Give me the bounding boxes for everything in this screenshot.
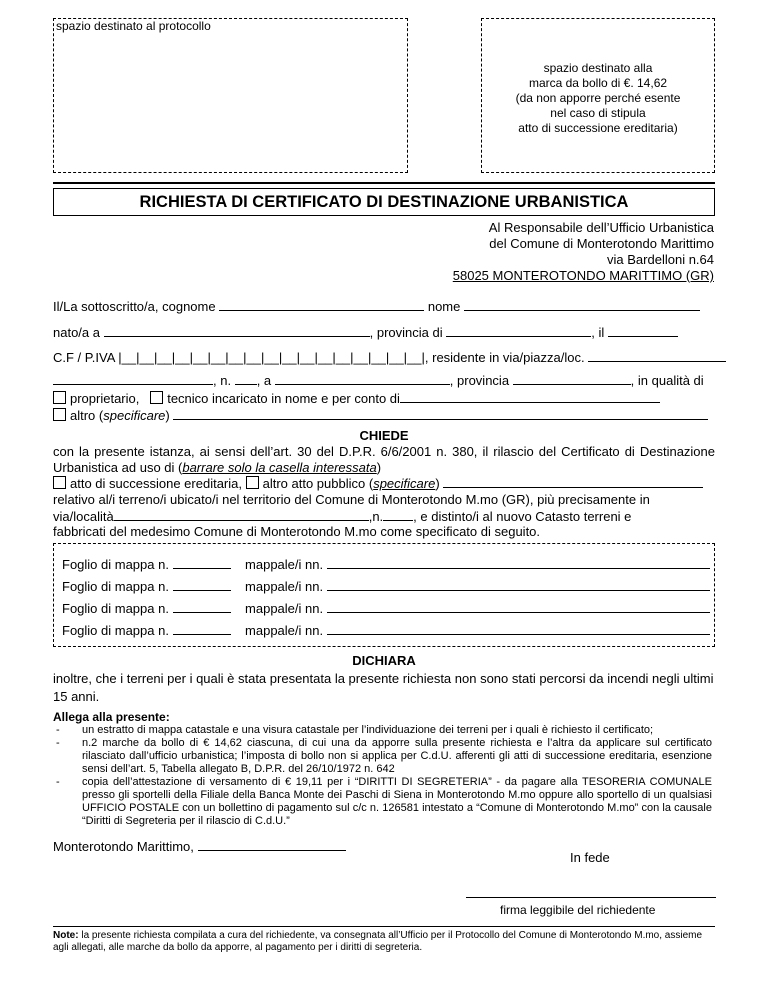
note-label: Note:: [53, 930, 79, 941]
mappale-label: mappale/i nn.: [245, 579, 324, 594]
cf-boxes[interactable]: |__|__|__|__|__|__|__|__|__|__|__|__|__|__|__|__|__|: [118, 350, 425, 365]
note-text: la presente richiesta compilata a cura del richiedente, va consegnata all’Ufficio per il Protocollo del Comune di Monterotondo M.mo, assieme agli allegati, alle marche da bollo da apporre, al pagamento per i diritti di segreteria.: [53, 930, 703, 953]
chiede-text-end: ): [376, 460, 382, 475]
altro-spec-label: specificare: [103, 408, 166, 423]
recipient-line: 58025 MONTEROTONDO MARITTIMO (GR): [452, 268, 714, 283]
mappale-field[interactable]: [327, 600, 710, 613]
foglio-row: [62, 600, 710, 616]
civico-field[interactable]: [235, 372, 257, 385]
chiede-heading: CHIEDE: [359, 428, 409, 443]
atto-pubblico-label: altro atto pubblico (: [262, 476, 374, 491]
nome-label: nome: [427, 299, 461, 314]
foglio-row: [62, 556, 710, 572]
foglio-field[interactable]: [173, 556, 231, 569]
sottoscritto-label: Il/La sottoscritto/a, cognome: [53, 299, 216, 314]
allega-item: copia dell’attestazione di versamento di € 19,11 per i “DIRITTI DI SEGRETERIA” - da pagare alla TESORERIA COMUNALE presso gli sportelli della Filiale della Banca Monte dei Paschi di Siena in Monterotondo M.mo oppure allo sportello di un qualsiasi UFFICIO POSTALE con un bollettino di pagamento sul c/c n. 126581 intestato a “Comune di Monterotondo M.mo” con la causale “Diritti di Segreteria per il rilascio di C.d.U.”: [82, 776, 712, 827]
via-n-label: ,n.: [368, 509, 384, 524]
altro-field[interactable]: [173, 407, 708, 420]
dichiara-heading: DICHIARA: [352, 653, 416, 668]
atto-close: ): [435, 476, 440, 491]
stamp-box: [481, 18, 715, 173]
allega-heading: Allega alla presente:: [53, 710, 170, 724]
successione-checkbox[interactable]: [53, 476, 66, 489]
protocol-box-label: spazio destinato al protocollo: [56, 19, 211, 33]
via-residenza-field[interactable]: [588, 349, 726, 362]
proprietario-checkbox[interactable]: [53, 391, 66, 404]
mappale-label: mappale/i nn.: [245, 557, 324, 572]
page-title: RICHIESTA DI CERTIFICATO DI DESTINAZIONE URBANISTICA: [53, 188, 715, 216]
atto-pubblico-field[interactable]: [443, 475, 703, 488]
via-n-field[interactable]: [383, 508, 413, 521]
dichiara-text: inoltre, che i terreni per i quali è stata presentata la presente richiesta non sono stati percorsi da incendi negli ultimi: [53, 671, 714, 686]
atto-spec-label: specificare: [373, 476, 436, 491]
a-label: , a: [256, 373, 272, 388]
note-rule: [53, 926, 715, 927]
il-label: , il: [591, 325, 605, 340]
provincia-residenza-field[interactable]: [513, 372, 631, 385]
in-fede-label: In fede: [570, 850, 610, 865]
mappale-field[interactable]: [327, 556, 710, 569]
stamp-line: marca da bollo di €. 14,62: [528, 76, 668, 90]
foglio-row: [62, 578, 710, 594]
via-localita-field[interactable]: [114, 508, 369, 521]
chiede-text: con la presente istanza, ai sensi dell’art. 30 del D.P.R. 6/6/2001 n. 380, il rilascio del Certificato di Destinazione: [53, 444, 715, 459]
stamp-line: (da non apporre perché esente: [515, 91, 681, 105]
signature-caption: firma leggibile del richiedente: [500, 903, 656, 917]
residente-label: , residente in via/piazza/loc.: [424, 350, 585, 365]
foglio-field[interactable]: [173, 600, 231, 613]
allega-item: un estratto di mappa catastale e una visura catastale per l’individuazione dei terreni per i quali è richiesto il certificato;: [82, 724, 654, 736]
mappale-label: mappale/i nn.: [245, 623, 324, 638]
bullet-dash: -: [56, 724, 60, 736]
qualita-label: , in qualità di: [630, 373, 704, 388]
tecnico-checkbox[interactable]: [150, 391, 163, 404]
successione-label: atto di successione ereditaria,: [70, 476, 242, 491]
stamp-line: nel caso di stipula: [550, 106, 646, 120]
foglio-label: Foglio di mappa n.: [62, 601, 169, 616]
recipient-line: via Bardelloni n.64: [607, 252, 714, 267]
tecnico-field[interactable]: [400, 390, 660, 403]
foglio-row: [62, 622, 710, 638]
protocol-box: [53, 18, 408, 173]
title-rule: [53, 182, 715, 184]
data-nascita-field[interactable]: [608, 324, 678, 337]
comune-residenza-field[interactable]: [275, 372, 450, 385]
foglio-label: Foglio di mappa n.: [62, 557, 169, 572]
relativo-text: relativo al/i terreno/i ubicato/i nel territorio del Comune di Monterotondo M.mo (GR), più precisamente in: [53, 492, 650, 507]
via-label: via/località: [53, 509, 114, 524]
provincia-nascita-field[interactable]: [446, 324, 591, 337]
signature-line[interactable]: [466, 897, 716, 898]
tecnico-label: tecnico incaricato in nome e per conto di: [167, 391, 400, 406]
foglio-field[interactable]: [173, 578, 231, 591]
bullet-dash: -: [56, 776, 60, 788]
allega-item: n.2 marche da bollo di € 14,62 ciascuna, di cui una da apporre sulla presente richiesta e l’altra da applicare sul certificato rilasciato dall’ufficio urbanistica; l’imposta di bollo non si applica per C.d.U. afferenti gli atti di successione ereditaria, esenzione sensi dell’art. 5, Tabella allegato B, D.P.R. del 26/10/1972 n. 642: [82, 737, 712, 775]
recipient-line: del Comune di Monterotondo Marittimo: [489, 236, 714, 251]
nome-field[interactable]: [464, 298, 700, 311]
via-rest: , e distinto/i al nuovo Catasto terreni e: [413, 509, 632, 524]
fabbricati-text: fabbricati del medesimo Comune di Monterotondo M.mo come specificato di seguito.: [53, 524, 541, 539]
stamp-line: atto di successione ereditaria): [518, 121, 678, 135]
nato-label: nato/a a: [53, 325, 100, 340]
mappale-label: mappale/i nn.: [245, 601, 324, 616]
cognome-field[interactable]: [219, 298, 424, 311]
nato-field[interactable]: [104, 324, 370, 337]
foglio-label: Foglio di mappa n.: [62, 579, 169, 594]
chiede-text-b: Urbanistica ad uso di (: [53, 460, 183, 475]
altro-checkbox[interactable]: [53, 408, 66, 421]
date-field[interactable]: [198, 838, 346, 851]
n-label: , n.: [213, 373, 232, 388]
residenza-address-field[interactable]: [53, 372, 213, 385]
provincia-di-label: , provincia di: [369, 325, 443, 340]
dichiara-text: 15 anni.: [53, 689, 100, 704]
chiede-text-u: barrare solo la casella interessata: [182, 460, 377, 475]
provincia-label: , provincia: [449, 373, 510, 388]
atto-pubblico-checkbox[interactable]: [246, 476, 259, 489]
foglio-field[interactable]: [173, 622, 231, 635]
stamp-line: spazio destinato alla: [543, 61, 653, 75]
cf-label: C.F / P.IVA: [53, 350, 115, 365]
foglio-label: Foglio di mappa n.: [62, 623, 169, 638]
altro-label: altro (: [70, 408, 104, 423]
recipient-line: Al Responsabile dell’Ufficio Urbanistica: [488, 220, 714, 235]
altro-close: ): [165, 408, 170, 423]
proprietario-label: proprietario,: [70, 391, 140, 406]
bullet-dash: -: [56, 737, 60, 749]
place-label: Monterotondo Marittimo,: [53, 839, 194, 854]
mappale-field[interactable]: [327, 622, 710, 635]
mappale-field[interactable]: [327, 578, 710, 591]
